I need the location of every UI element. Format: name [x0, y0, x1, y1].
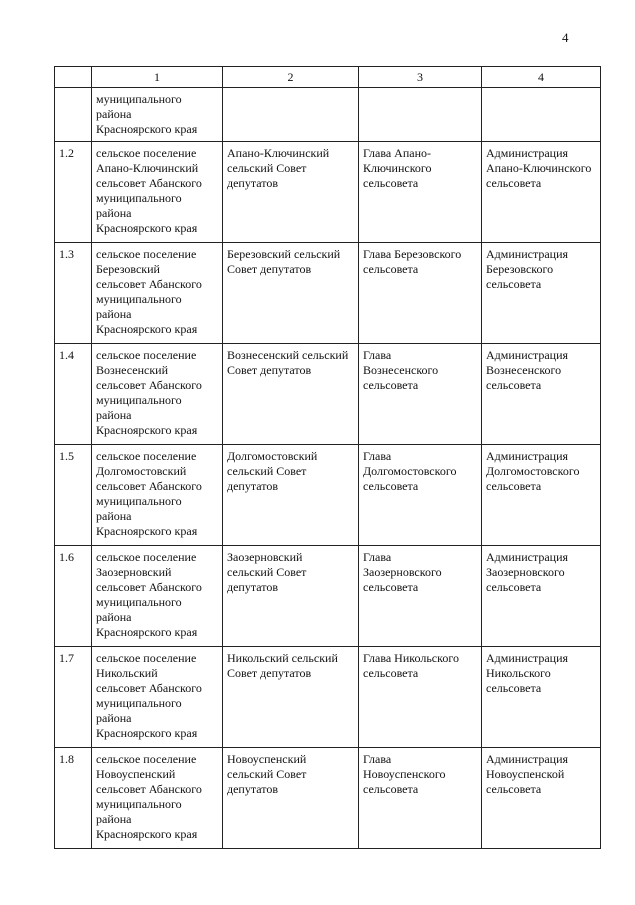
municipal-bodies-table — [54, 66, 601, 849]
table-row — [55, 445, 601, 546]
cell-head: Глава Заозерновского сельсовета — [359, 546, 482, 647]
header-cell-number — [55, 67, 92, 88]
cell-municipality: сельское поселение Никольский сельсовет Абанского муниципального района Красноярского края — [92, 647, 223, 748]
table-row — [55, 243, 601, 344]
header-cell-4: 4 — [482, 67, 601, 88]
table-row — [55, 142, 601, 243]
table-row — [55, 748, 601, 849]
cell-head: Глава Долгомостовского сельсовета — [359, 445, 482, 546]
table-row — [55, 344, 601, 445]
header-cell-1: 1 — [92, 67, 223, 88]
header-cell-3: 3 — [359, 67, 482, 88]
cell-council: Заозерновский сельский Совет депутатов — [223, 546, 359, 647]
cell-council: Долгомостовский сельский Совет депутатов — [223, 445, 359, 546]
cell-municipality: сельское поселение Березовский сельсовет Абанского муниципального района Красноярского края — [92, 243, 223, 344]
cell-municipality: сельское поселение Долгомостовский сельсовет Абанского муниципального района Красноярского края — [92, 445, 223, 546]
cell-administration: Администрация Заозерновского сельсовета — [482, 546, 601, 647]
cell-municipality: сельское поселение Заозерновский сельсовет Абанского муниципального района Красноярского края — [92, 546, 223, 647]
cell-number: 1.7 — [55, 647, 92, 748]
cell-council — [223, 88, 359, 142]
table-row-continuation — [55, 88, 601, 142]
page-number: 4 — [562, 30, 569, 45]
cell-number: 1.3 — [55, 243, 92, 344]
cell-council: Вознесенский сельский Совет депутатов — [223, 344, 359, 445]
cell-head: Глава Вознесенского сельсовета — [359, 344, 482, 445]
header-cell-2: 2 — [223, 67, 359, 88]
cell-administration — [482, 88, 601, 142]
table-row — [55, 647, 601, 748]
cell-number: 1.5 — [55, 445, 92, 546]
cell-head: Глава Апано- Ключинского сельсовета — [359, 142, 482, 243]
cell-municipality: сельское поселение Вознесенский сельсовет Абанского муниципального района Красноярского края — [92, 344, 223, 445]
cell-administration: Администрация Вознесенского сельсовета — [482, 344, 601, 445]
cell-administration: Администрация Новоуспенской сельсовета — [482, 748, 601, 849]
cell-council: Никольский сельский Совет депутатов — [223, 647, 359, 748]
cell-administration: Администрация Долгомостовского сельсовета — [482, 445, 601, 546]
cell-municipality: сельское поселение Новоуспенский сельсовет Абанского муниципального района Красноярского края — [92, 748, 223, 849]
cell-number: 1.6 — [55, 546, 92, 647]
cell-number: 1.4 — [55, 344, 92, 445]
cell-council: Новоуспенский сельский Совет депутатов — [223, 748, 359, 849]
table-header-row — [55, 67, 601, 88]
cell-council: Березовский сельский Совет депутатов — [223, 243, 359, 344]
cell-administration: Администрация Березовского сельсовета — [482, 243, 601, 344]
cell-number: 1.2 — [55, 142, 92, 243]
cell-head: Глава Березовского сельсовета — [359, 243, 482, 344]
table-row — [55, 546, 601, 647]
cell-head — [359, 88, 482, 142]
cell-head: Глава Новоуспенского сельсовета — [359, 748, 482, 849]
cell-administration: Администрация Апано-Ключинского сельсовета — [482, 142, 601, 243]
cell-head: Глава Никольского сельсовета — [359, 647, 482, 748]
cell-municipality: сельское поселение Апано-Ключинский сельсовет Абанского муниципального района Красноярского края — [92, 142, 223, 243]
cell-number — [55, 88, 92, 142]
cell-number: 1.8 — [55, 748, 92, 849]
cell-council: Апано-Ключинский сельский Совет депутатов — [223, 142, 359, 243]
cell-administration: Администрация Никольского сельсовета — [482, 647, 601, 748]
cell-municipality: муниципального района Красноярского края — [92, 88, 223, 142]
